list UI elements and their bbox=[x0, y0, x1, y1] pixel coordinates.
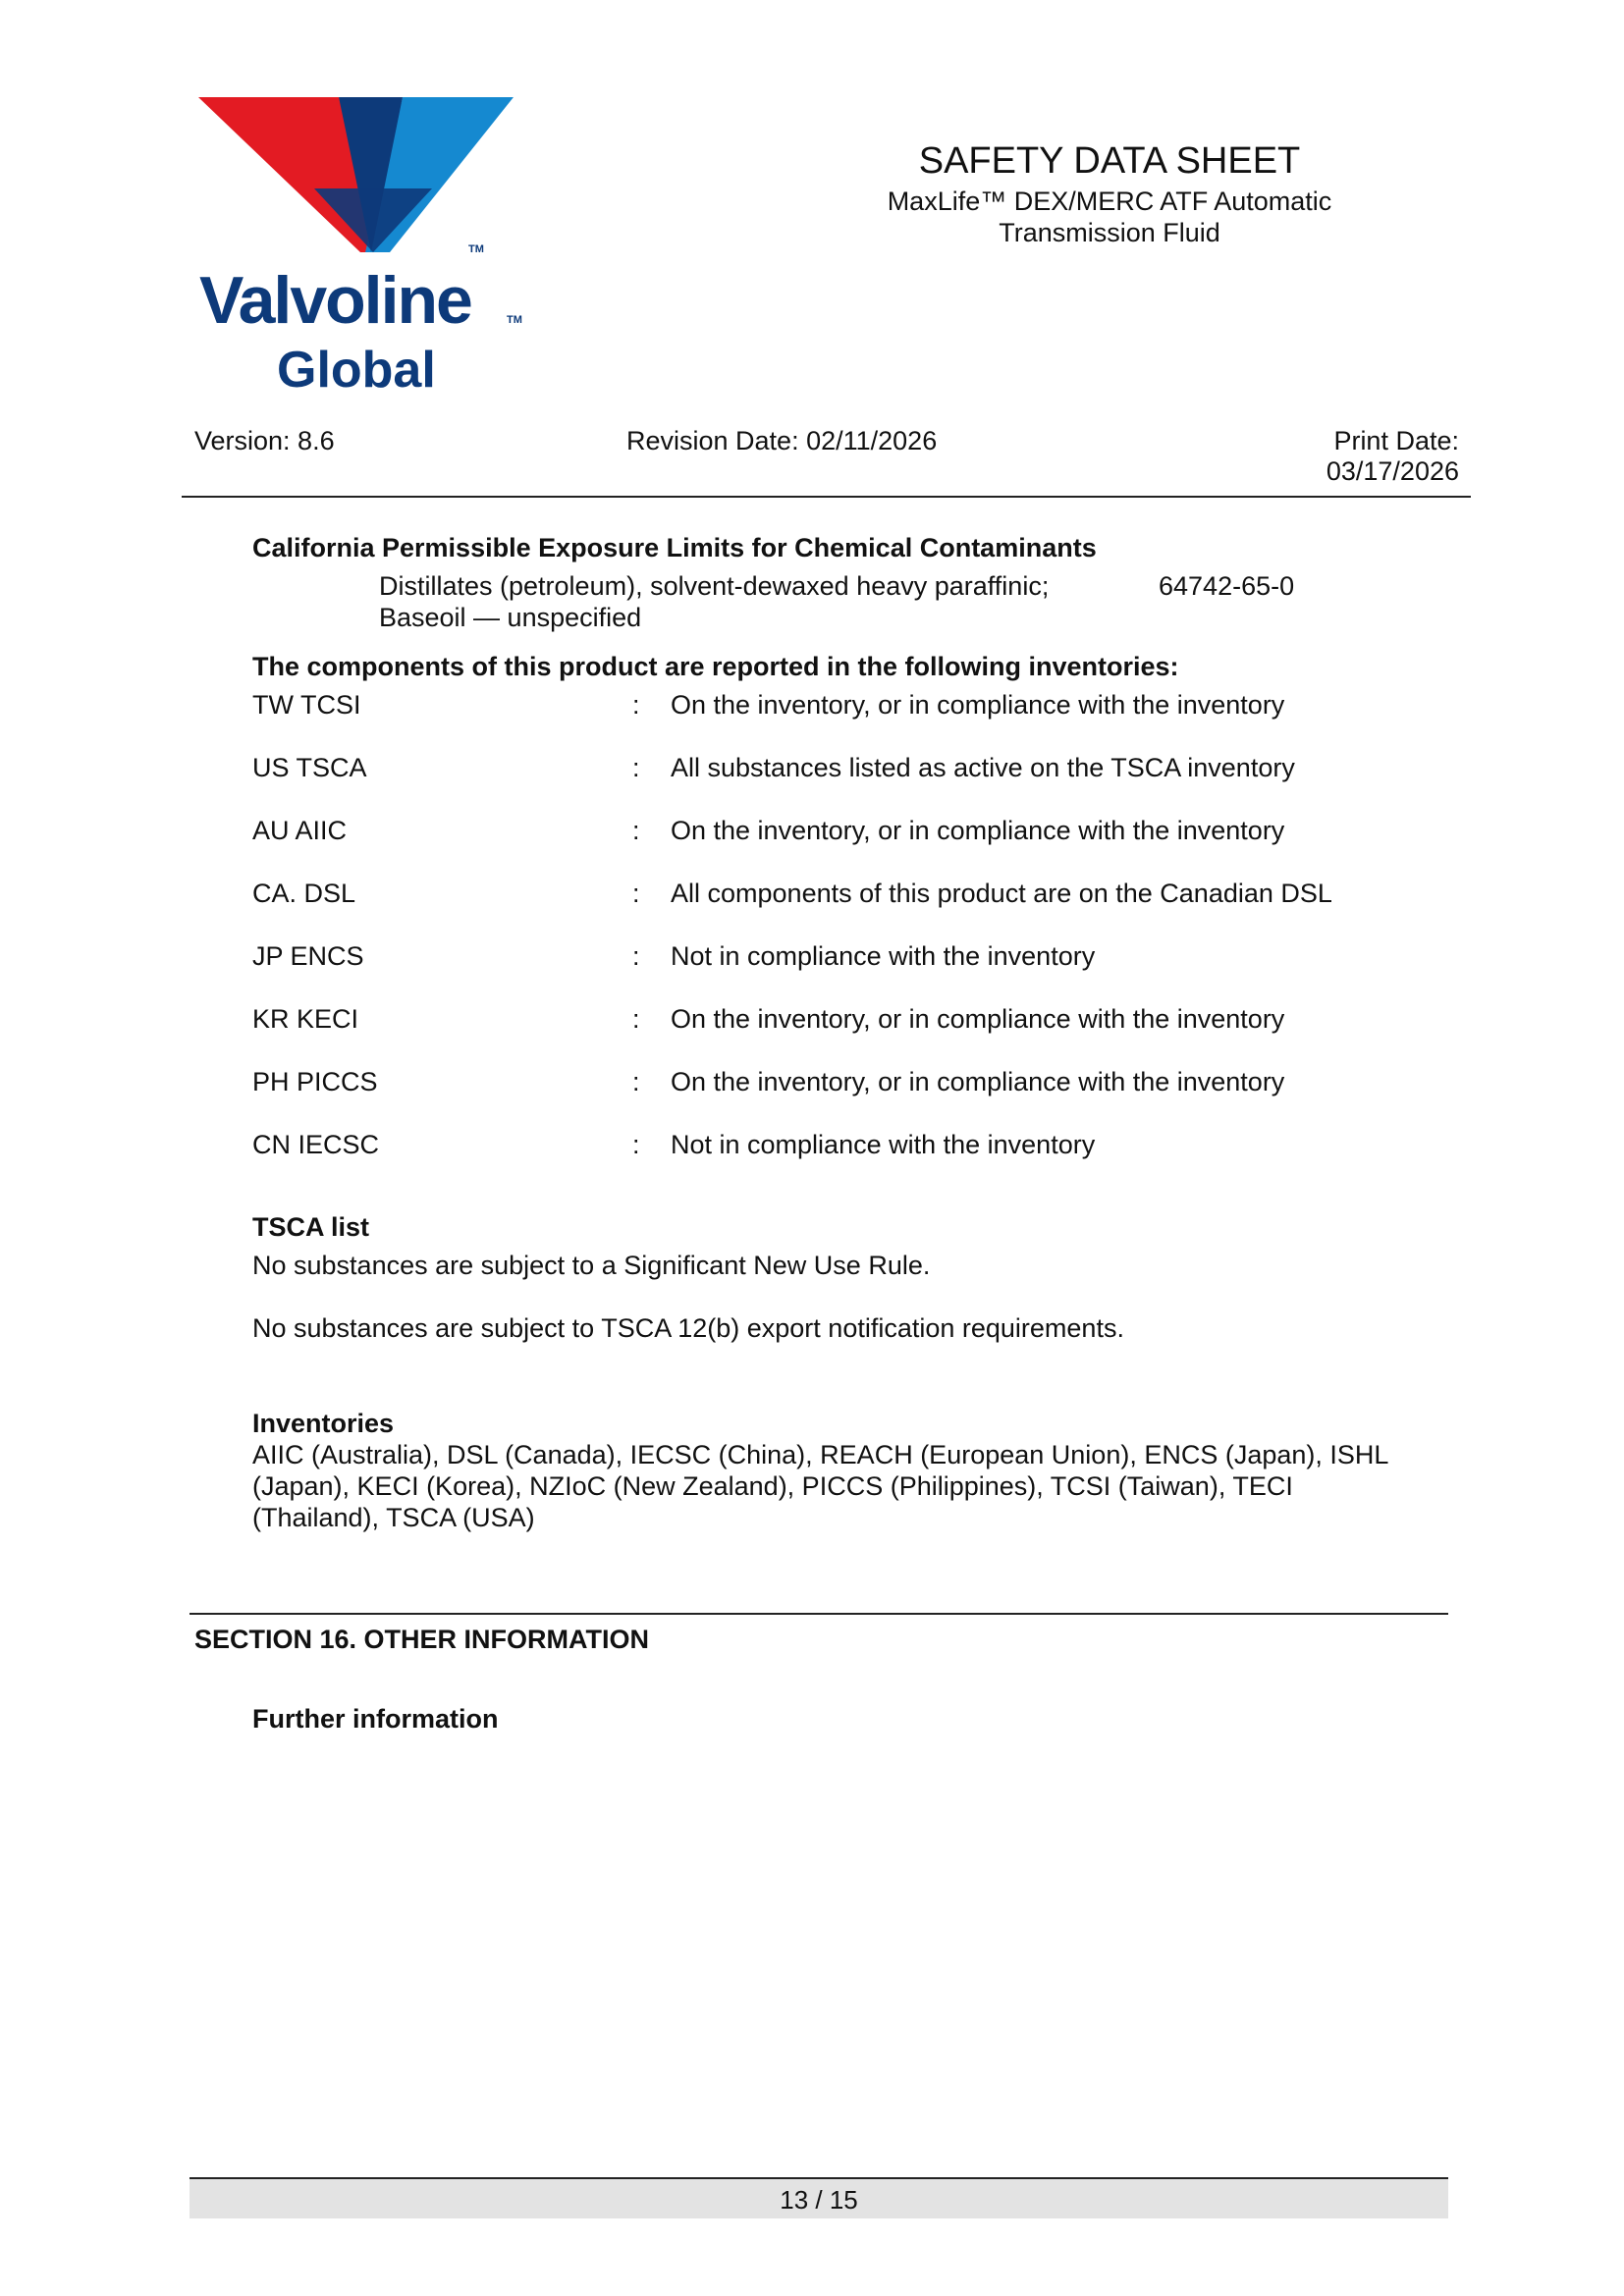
inventory-row bbox=[252, 879, 1431, 918]
header-divider bbox=[182, 496, 1471, 498]
inventory-name: CN IECSC bbox=[252, 1130, 380, 1159]
inventory-name: JP ENCS bbox=[252, 941, 364, 971]
print-date bbox=[1326, 426, 1459, 487]
inventory-status: On the inventory, or in compliance with the inventory bbox=[671, 1067, 1285, 1096]
inventory-row bbox=[252, 1004, 1431, 1043]
product-name bbox=[815, 186, 1404, 248]
inventory-status: Not in compliance with the inventory bbox=[671, 941, 1096, 971]
inventories-table-heading: The components of this product are reported in the following inventories: bbox=[252, 652, 1179, 681]
inventory-status: All substances listed as active on the TSCA inventory bbox=[671, 753, 1295, 782]
tsca-heading: TSCA list bbox=[252, 1212, 370, 1242]
inventory-separator: : bbox=[632, 879, 640, 908]
inventory-name: KR KECI bbox=[252, 1004, 359, 1034]
california-heading: California Permissible Exposure Limits for Chemical Contaminants bbox=[252, 533, 1097, 562]
section16-heading: SECTION 16. OTHER INFORMATION bbox=[194, 1625, 650, 1654]
inventory-row bbox=[252, 1067, 1431, 1106]
inventory-name: CA. DSL bbox=[252, 879, 356, 908]
logo-tm-top: TM bbox=[468, 243, 484, 255]
version-label: Version: 8.6 bbox=[194, 426, 335, 455]
print-date-label: Print Date: bbox=[1333, 426, 1459, 455]
product-name-line1: MaxLife™ DEX/MERC ATF Automatic bbox=[887, 187, 1332, 216]
inventory-status: All components of this product are on the Canadian DSL bbox=[671, 879, 1332, 908]
inventories-list-line2: (Japan), KECI (Korea), NZIoC (New Zealand), PICCS (Philippines), TCSI (Taiwan), TECI bbox=[252, 1471, 1293, 1501]
page-number: 13 / 15 bbox=[780, 2185, 858, 2215]
inventories-list-line3: (Thailand), TSCA (USA) bbox=[252, 1503, 535, 1532]
product-name-line2: Transmission Fluid bbox=[999, 218, 1220, 247]
inventory-separator: : bbox=[632, 1067, 640, 1096]
inventories-heading: Inventories bbox=[252, 1409, 395, 1438]
tsca-export-statement: No substances are subject to TSCA 12(b) export notification requirements. bbox=[252, 1313, 1124, 1343]
california-component-line2: Baseoil — unspecified bbox=[379, 603, 642, 632]
inventory-status: On the inventory, or in compliance with the inventory bbox=[671, 690, 1285, 720]
document-title: SAFETY DATA SHEET bbox=[918, 140, 1301, 182]
california-component-line1: Distillates (petroleum), solvent-dewaxed heavy paraffinic; bbox=[379, 571, 1050, 601]
print-date-value: 03/17/2026 bbox=[1326, 456, 1459, 486]
inventory-name: AU AIIC bbox=[252, 816, 348, 845]
inventory-separator: : bbox=[632, 1130, 640, 1159]
section16-divider bbox=[189, 1613, 1448, 1615]
tsca-snur-statement: No substances are subject to a Significant New Use Rule. bbox=[252, 1251, 931, 1280]
inventory-name: TW TCSI bbox=[252, 690, 361, 720]
logo-brand-text: Valvoline bbox=[199, 263, 471, 338]
california-cas-number: 64742-65-0 bbox=[1159, 571, 1295, 601]
inventory-separator: : bbox=[632, 690, 640, 720]
inventory-row bbox=[252, 1130, 1431, 1169]
inventories-list-line1: AIIC (Australia), DSL (Canada), IECSC (China), REACH (European Union), ENCS (Japan), ISHL bbox=[252, 1440, 1389, 1469]
inventory-separator: : bbox=[632, 941, 640, 971]
logo-sub-text: Global bbox=[277, 342, 436, 399]
further-information-heading: Further information bbox=[252, 1704, 499, 1734]
inventory-row bbox=[252, 816, 1431, 855]
inventory-name: US TSCA bbox=[252, 753, 367, 782]
inventory-separator: : bbox=[632, 816, 640, 845]
logo-tm-bottom: TM bbox=[507, 314, 522, 326]
inventory-status: On the inventory, or in compliance with the inventory bbox=[671, 816, 1285, 845]
inventory-name: PH PICCS bbox=[252, 1067, 378, 1096]
valvoline-logo bbox=[196, 95, 530, 400]
inventory-separator: : bbox=[632, 753, 640, 782]
revision-date: Revision Date: 02/11/2026 bbox=[626, 426, 938, 455]
inventory-status: On the inventory, or in compliance with the inventory bbox=[671, 1004, 1285, 1034]
inventory-row bbox=[252, 690, 1431, 729]
inventory-row bbox=[252, 753, 1431, 792]
inventory-row bbox=[252, 941, 1431, 981]
inventory-separator: : bbox=[632, 1004, 640, 1034]
inventory-status: Not in compliance with the inventory bbox=[671, 1130, 1096, 1159]
